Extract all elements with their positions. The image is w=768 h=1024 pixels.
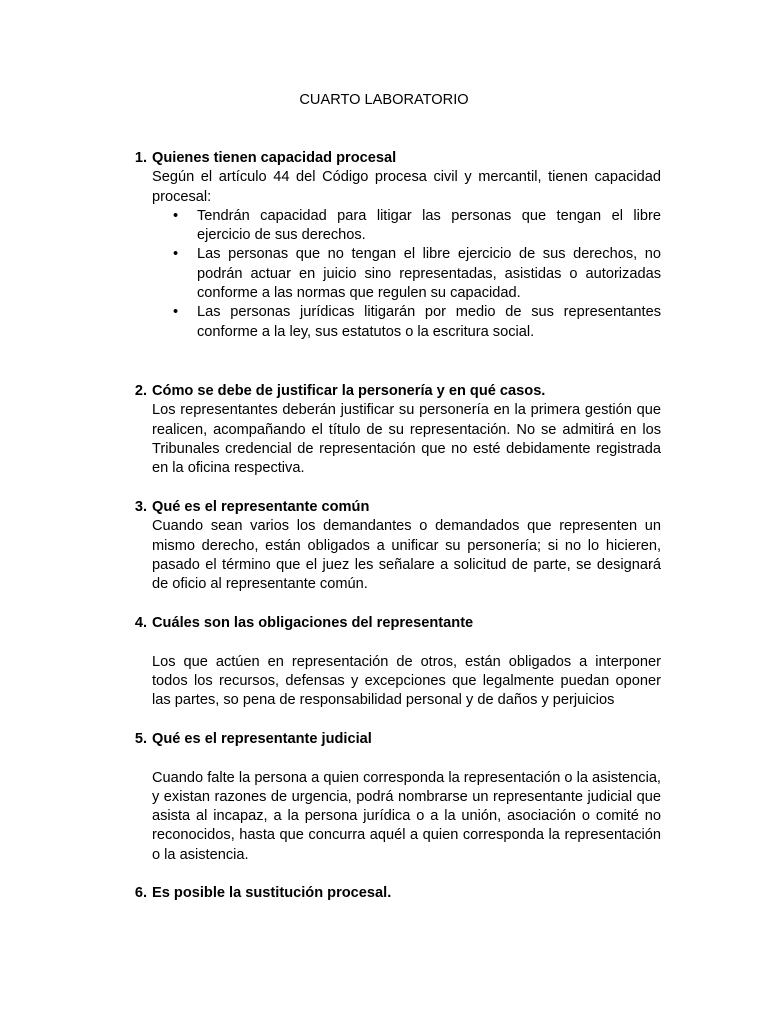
- question-3-number: 3.: [134, 499, 147, 515]
- question-5-answer: Cuando falte la persona a quien corresponda la representación o la asistencia, y existan razones de urgencia, podrá nombrarse un representante judicial que asista al incapaz, a la persona jurídica o a la unión, asociación o comité no reconocidos, hasta que concurra aquél a quien corresponda la representación o la asistencia.: [152, 769, 661, 863]
- bullet-icon: •: [173, 304, 179, 321]
- question-5-heading: Qué es el representante judicial: [152, 731, 372, 747]
- question-3: [125, 498, 661, 594]
- question-1-heading-line: [125, 149, 661, 168]
- question-1-bullet-2-text: Las personas que no tengan el libre ejercicio de sus derechos, no podrán actuar en juicio sino representadas, asistidas o autorizadas conforme a las normas que regulen su capacidad.: [197, 246, 661, 302]
- question-1-answer: Según el artículo 44 del Código procesa civil y mercantil, tienen capacidad procesal:: [152, 169, 661, 205]
- question-2-heading-line: [125, 382, 661, 401]
- question-6-number: 6.: [134, 885, 147, 901]
- question-2: [125, 382, 661, 478]
- bullet-icon: •: [173, 207, 179, 224]
- question-6-heading: Es posible la sustitución procesal.: [152, 885, 392, 901]
- question-1-bullet-1: [173, 207, 661, 246]
- question-2-heading: Cómo se debe de justificar la personería y en qué casos.: [152, 383, 546, 399]
- question-1-bullet-2: [173, 245, 661, 303]
- question-4-heading-line: [125, 614, 661, 633]
- question-2-number: 2.: [134, 383, 147, 399]
- question-1-bullet-1-text: Tendrán capacidad para litigar las personas que tengan el libre ejercicio de sus derechos.: [197, 207, 661, 244]
- question-1-bullet-3-text: Las personas jurídicas litigarán por medio de sus representantes conforme a la ley, sus estatutos o la escritura social.: [197, 304, 661, 340]
- document-title: CUARTO LABORATORIO: [299, 92, 469, 108]
- question-1-bullet-list: [125, 207, 661, 342]
- question-1-heading: Quienes tienen capacidad procesal: [152, 150, 397, 166]
- question-5: [125, 730, 661, 865]
- question-4: [125, 614, 661, 710]
- question-6-heading-line: [125, 884, 661, 903]
- question-3-heading-line: [125, 498, 661, 517]
- question-3-heading: Qué es el representante común: [152, 499, 370, 515]
- question-1-bullet-3: [173, 303, 661, 342]
- question-3-answer: Cuando sean varios los demandantes o demandados que representen un mismo derecho, están obligados a unificar su personería; si no lo hicieren, pasado el término que el juez les señalare a solicitud de parte, se designará de oficio al representante común.: [152, 518, 661, 593]
- question-4-heading: Cuáles son las obligaciones del representante: [152, 615, 474, 631]
- question-1-number: 1.: [134, 150, 147, 166]
- bullet-icon: •: [173, 246, 179, 263]
- question-1: [125, 149, 661, 342]
- question-2-answer: Los representantes deberán justificar su personería en la primera gestión que realicen, acompañando el título de su representación. No se admitirá en los Tribunales credencial de representación que no esté debidamente registrada en la oficina respectiva.: [152, 402, 661, 477]
- question-4-number: 4.: [134, 615, 147, 631]
- question-5-number: 5.: [134, 731, 147, 747]
- question-5-heading-line: [125, 730, 661, 749]
- question-6: [125, 884, 661, 903]
- question-4-answer: Los que actúen en representación de otros, están obligados a interponer todos los recursos, defensas y excepciones que legalmente puedan oponer las partes, so pena de responsabilidad personal y de daños y perjuicios: [152, 653, 661, 709]
